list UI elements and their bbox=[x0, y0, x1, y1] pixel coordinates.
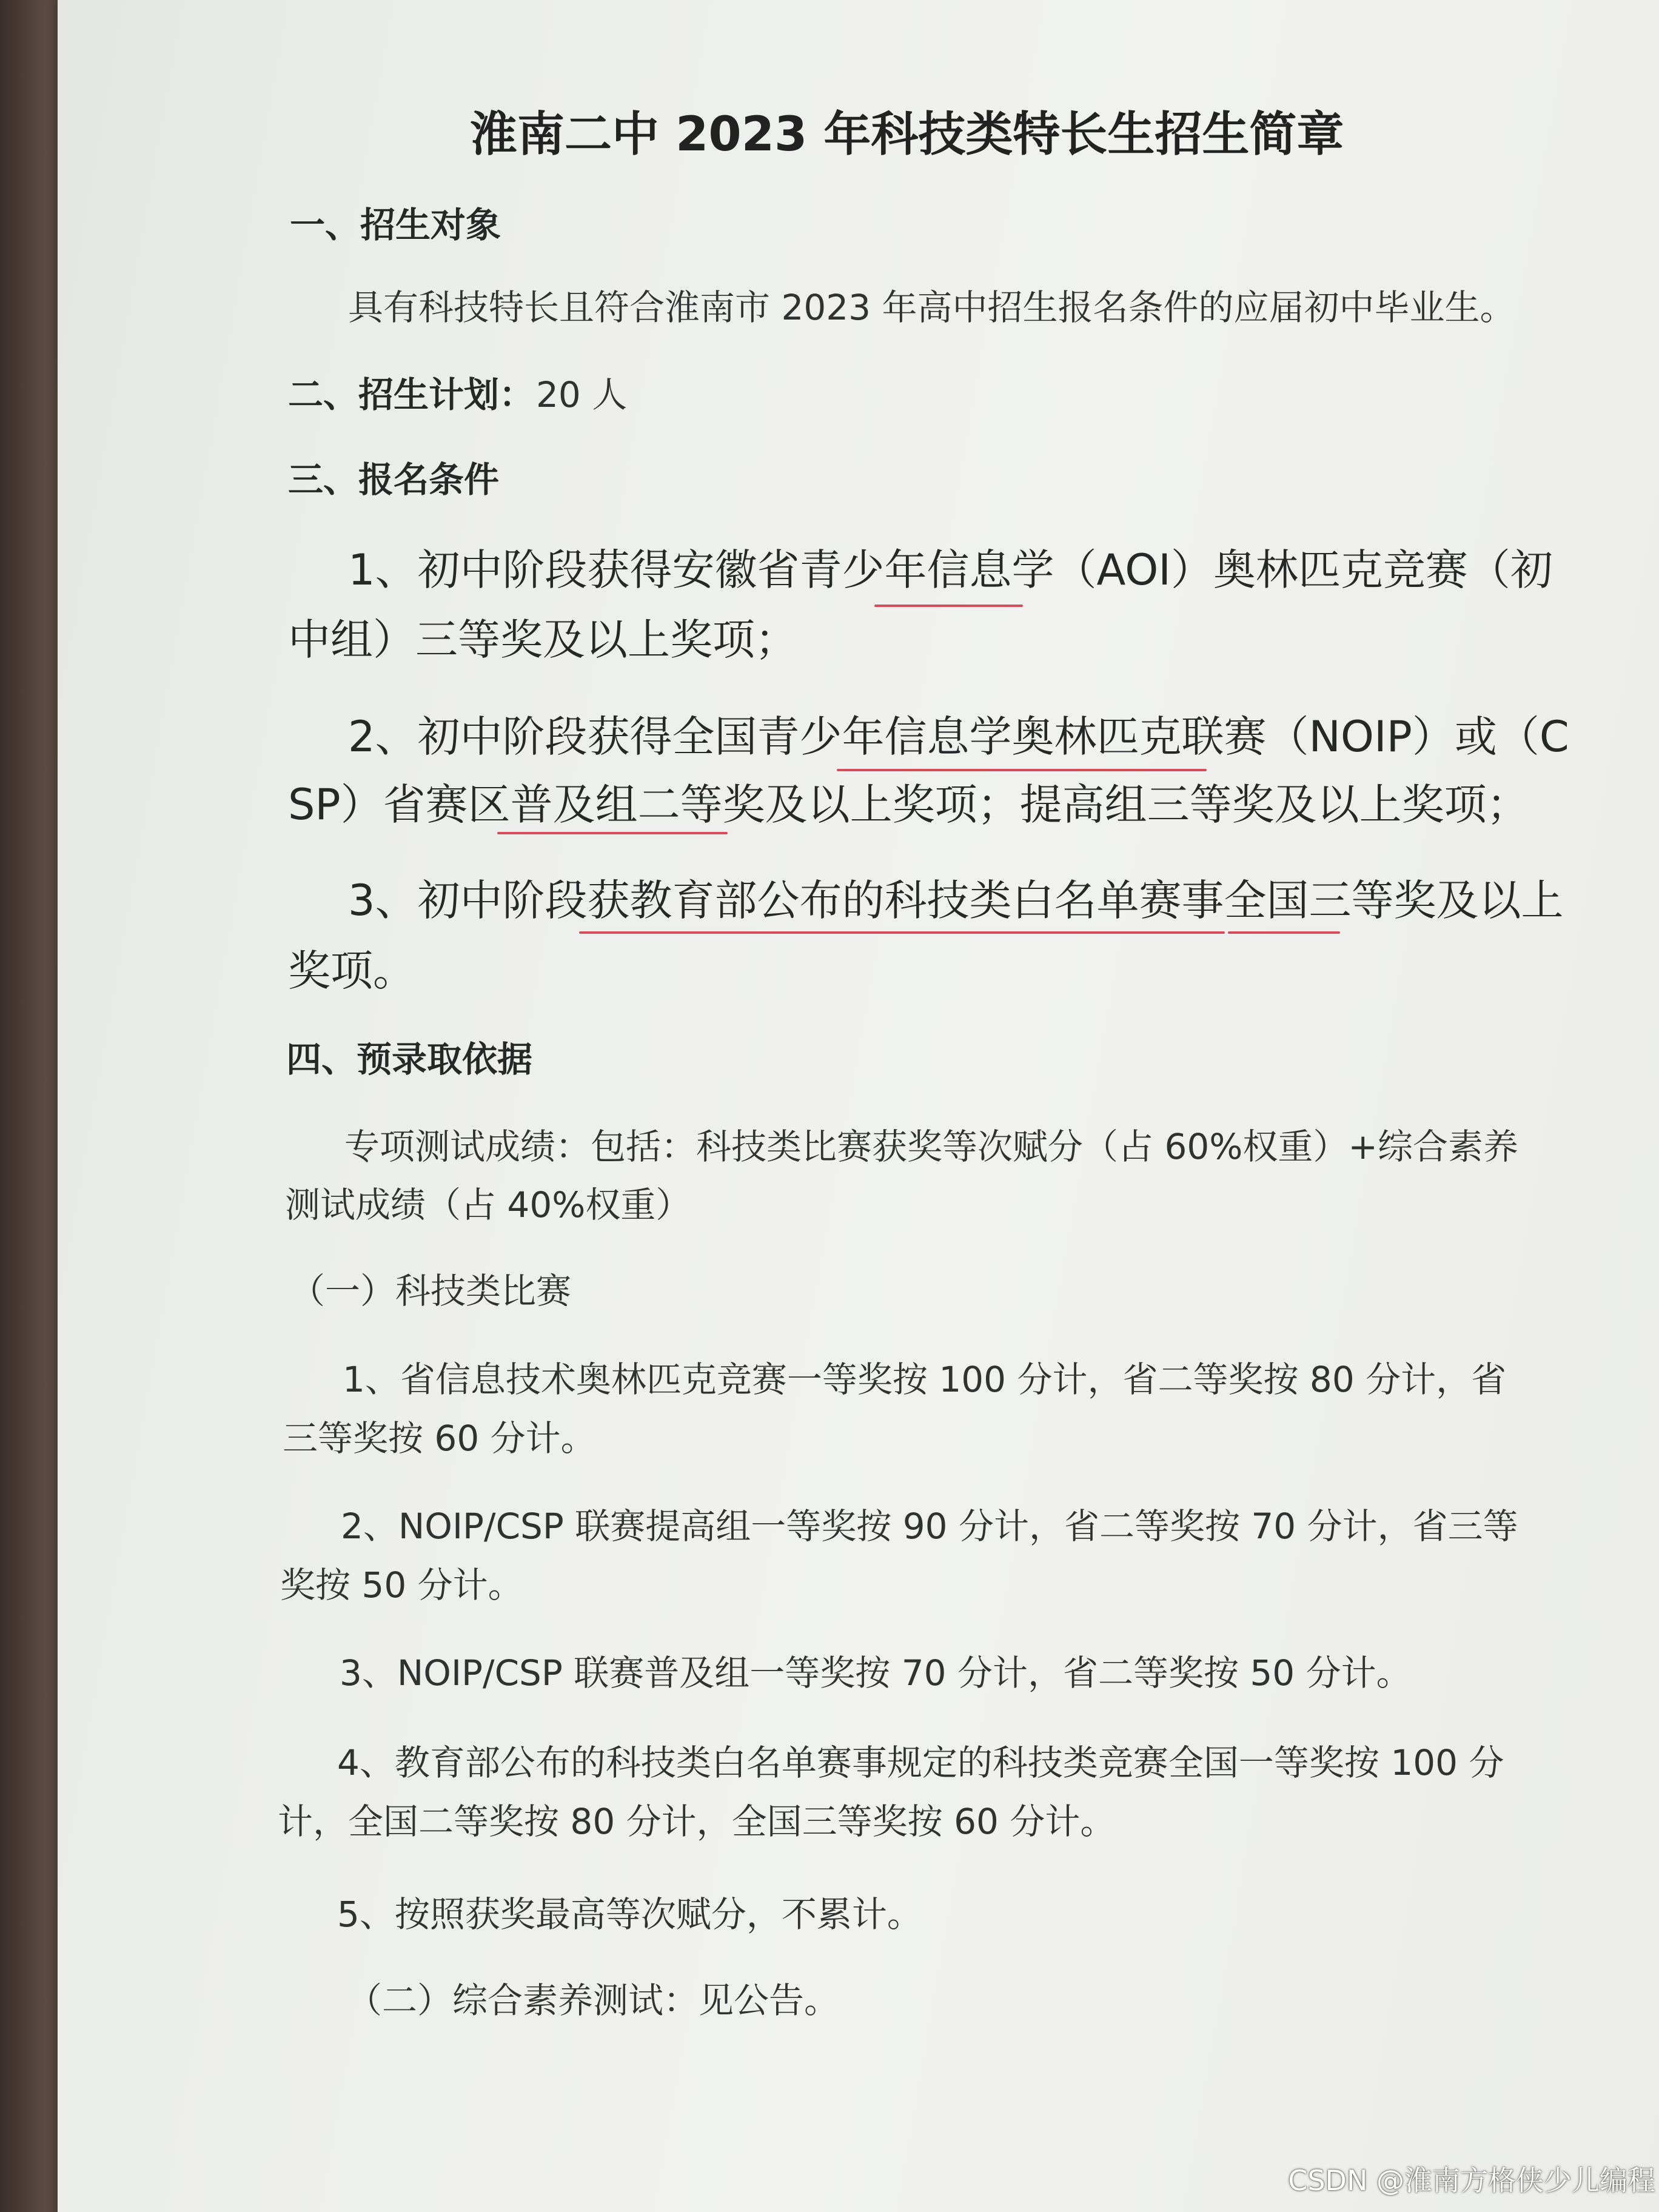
section-4-heading: 四、预录取依据 bbox=[286, 1039, 533, 1080]
scoring-rule-1-line-1: 1、省信息技术奥林匹克竞赛一等奖按 100 分计，省二等奖按 80 分计，省 bbox=[343, 1359, 1507, 1400]
section-2-heading: 二、招生计划： bbox=[288, 374, 535, 415]
section-3-item-3-line-1: 3、初中阶段获教育部公布的科技类白名单赛事全国三等奖及以上 bbox=[348, 876, 1564, 925]
scoring-rule-2-line-1: 2、NOIP/CSP 联赛提高组一等奖按 90 分计，省二等奖按 70 分计，省三等 bbox=[341, 1506, 1518, 1547]
section-1-heading: 一、招生对象 bbox=[290, 204, 501, 246]
scoring-rule-4-line-1: 4、教育部公布的科技类白名单赛事规定的科技类竞赛全国一等奖按 100 分 bbox=[337, 1742, 1504, 1783]
pen-underline-2 bbox=[837, 769, 1207, 771]
pen-underline-4 bbox=[579, 931, 1225, 934]
document-title: 淮南二中 2023 年科技类特长生招生简章 bbox=[470, 107, 1344, 162]
section-3-item-2-line-2: SP）省赛区普及组二等奖及以上奖项；提高组三等奖及以上奖项； bbox=[288, 780, 1529, 830]
pen-underline-5 bbox=[1228, 931, 1340, 934]
section-3-item-2-line-1: 2、初中阶段获得全国青少年信息学奥林匹克联赛（NOIP）或（C bbox=[348, 712, 1569, 762]
paper-sheet bbox=[58, 0, 1659, 2212]
scoring-rule-1-line-2: 三等奖按 60 分计。 bbox=[283, 1418, 596, 1459]
section-3-item-1-line-2: 中组）三等奖及以上奖项； bbox=[288, 615, 797, 665]
scoring-rule-3: 3、NOIP/CSP 联赛普及组一等奖按 70 分计，省二等奖按 50 分计。 bbox=[340, 1652, 1412, 1694]
scoring-rule-5: 5、按照获奖最高等次赋分，不累计。 bbox=[337, 1894, 922, 1935]
pen-underline-3 bbox=[497, 832, 728, 834]
scoring-rule-4-line-2: 计，全国二等奖按 80 分计，全国三等奖按 60 分计。 bbox=[278, 1801, 1116, 1842]
scoring-rule-2-line-2: 奖按 50 分计。 bbox=[280, 1564, 523, 1606]
pen-underline-1 bbox=[874, 605, 1023, 607]
section-4-subheading-1: （一）科技类比赛 bbox=[290, 1270, 572, 1312]
section-4-intro-line-1: 专项测试成绩：包括：科技类比赛获奖等次赋分（占 60%权重）+综合素养 bbox=[344, 1126, 1518, 1167]
section-4-intro-line-2: 测试成绩（占 40%权重） bbox=[285, 1184, 691, 1225]
section-3-heading: 三、报名条件 bbox=[288, 459, 500, 500]
section-2-value: 20 人 bbox=[536, 374, 628, 415]
section-3-item-3-line-2: 奖项。 bbox=[288, 946, 415, 996]
csdn-watermark: CSDN @淮南方格侠少儿编程 bbox=[1288, 2164, 1655, 2197]
section-3-item-1-line-1: 1、初中阶段获得安徽省青少年信息学（AOI）奥林匹克竞赛（初 bbox=[348, 545, 1553, 595]
section-4-subheading-2: （二）综合素养测试：见公告。 bbox=[347, 1980, 840, 2021]
section-1-body: 具有科技特长且符合淮南市 2023 年高中招生报名条件的应届初中毕业生。 bbox=[348, 287, 1515, 328]
